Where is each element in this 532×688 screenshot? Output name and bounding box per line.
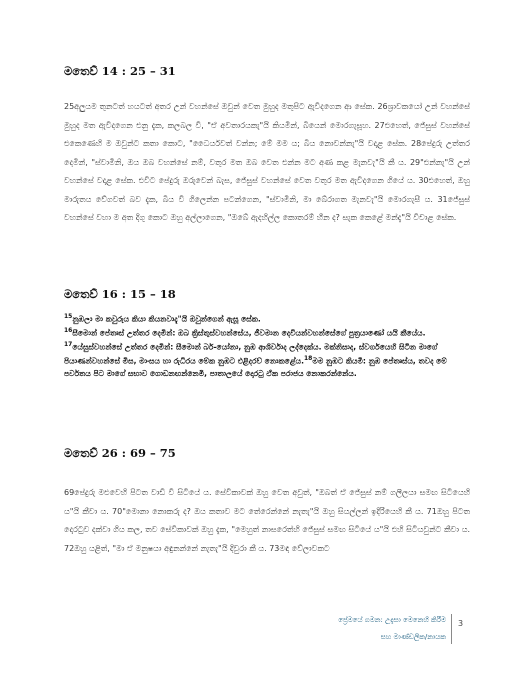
section-2-reference: 16 : 15 – 18 bbox=[101, 287, 176, 301]
section-3-label: මතෙව් bbox=[64, 446, 98, 460]
section-1-passage: 25අලුයම තුනටත් හයටත් අතර උන් වහන්සේ ඔවුන් වෙත මුහුද මතුපිට ඇවිදගෙන ආ සේක. 26ශ්‍රාවකයෝ උන් වහන්සේ මුහුද මත ඇවිදගෙන එනු දැක, කලබල වී, "ඒ අවතාරයකැ"යි කියමින්, බියෙන් මොරගැසූහ. 27එහෙත්, ජේසුස් වහන්සේ එකෙණෙහි ම ඔවුන්ට කතා කොට, "ධෛර්යවත් වන්න; මේ මම ය; බිය නොවන්නැ"යි වදාළ සේක. 28පේදුරු උත්තර දෙමින්, "ස්වාමීනි, ඔය ඔබ වහන්සේ නම්, වතුර මත ඔබ වෙත එන්න මට අණ කළ මැනවැ"යි කී ය. 29"එන්නැ"යි උන් වහන්සේ වදාළ සේක. එවිට පේදුරු ඔරුවෙන් බැස, ජේසුස් වහන්සේ වෙත වතුර මත ඇවිදගෙන ගියේ ය. 30එහෙත්, ඔහු මාරුතය වේගවත් බව දැක, බිය වී ගිලෙන්න පටන්ගෙන, "ස්වාමීනි, මා බේරාගත මැනවැ"යි මොරගැසී ය. 31ජේසුස් වහන්සේ වහා ම අත දිගු කොට ඔහු අල්ලාගෙන, "ඔබේ ඇදහිල්ල කොතරම් හීන ද? සැක කෙළේ මන්දැ"යි විචාළ සේක. bbox=[64, 102, 470, 222]
section-3-passage: 69පේදුරු මළුවෙහි පිටත වාඩි වී සිටියේ ය. සේවිකාවක් ඔහු වෙත අවුත්, "ඔබත් ඒ ජේසුස් නම් ගලීලයා සමඟ සිටියෙහි ය"යි කීවා ය. 70"මොනා නොකරු ද? ඔය කතාව මට තේරෙන්නේ නැතැ"යි ඔහු සියල්ලන් ඉදිරියෙහි කී ය. 71ඔහු පිටත දොරටුව දක්වා ගිය කල, තව සේවිකාවක් ඔහු දැක, "මෙහුත් නාසරෙත්හි ජේසුස් සමඟ සිටියේ ය"යි එහි සිටියවුන්ට කීවා ය. 72ඔහු යළිත්, "මා ඒ මනුෂයා අඳුනන්නේ නැතැ"යි දිවුරා කී ය. 73මඳ වේලාවකට bbox=[64, 488, 470, 553]
verse-number: 15 bbox=[64, 313, 73, 320]
section-1-reference: 14 : 25 – 31 bbox=[101, 64, 176, 78]
section-1-heading bbox=[64, 64, 176, 79]
footer-subtitle: සහ මාණ්ඩලික/නායක bbox=[380, 633, 446, 641]
section-2-verses bbox=[64, 311, 476, 379]
verse-15 bbox=[64, 311, 476, 325]
section-3-heading bbox=[64, 446, 176, 461]
footer-divider bbox=[451, 614, 452, 644]
verse-text: යේසුස්වහන්සේ උත්තර දෙමින්: සීමොන් බර්-යෝනා, නුඹ ආශිර්වාද ලද්දෙක්ය. මක්නිසාද, ස්වර්ගයෙහි සිටින මාගේ පියාණන්වහන්සේ මිස, මාංසය හා රුධිරය මේක නුඹට එළිදරව් නොකළේය. bbox=[64, 342, 438, 366]
verse-text: නුඹලා මා කවුරුය කියා කියනවාදැ"යි ඔවුන්ගෙන් ඇසූ සේක. bbox=[72, 314, 261, 324]
section-1-label: මතෙව් bbox=[64, 64, 98, 78]
verse-text: සීමොන් පේතෘස් උත්තර දෙමින්: ඔබ ක්‍රිස්තුස්වහන්සේය, ජීවමාන දෙවියන්වහන්සේගේ පුත්‍රයාණෝ යයි කීයේය. bbox=[72, 328, 426, 338]
verse-text: මම නුඹට කියමී: නුඹ පේතෘස්ය, තවද මේ පර්වතය පිට මාගේ සභාව ගොඩනඟන්නෙමි, පාතාලයේ දොරටු ඒක පරාජය නොකරන්නේය. bbox=[64, 356, 447, 378]
footer-title: ප්‍රේමයේ ගමන: උදැසා මෙනෙහි කිරීම bbox=[338, 616, 446, 624]
section-3-reference: 26 : 69 – 75 bbox=[101, 446, 176, 460]
verse-number: 17 bbox=[64, 341, 73, 349]
section-2-label: මතෙව් bbox=[64, 287, 98, 301]
page-number: 3 bbox=[458, 619, 464, 628]
verse-number: 16 bbox=[64, 327, 73, 335]
verse-17 bbox=[64, 339, 476, 379]
verse-16 bbox=[64, 325, 476, 339]
section-2-heading bbox=[64, 287, 176, 302]
verse-number: 18 bbox=[304, 355, 313, 363]
